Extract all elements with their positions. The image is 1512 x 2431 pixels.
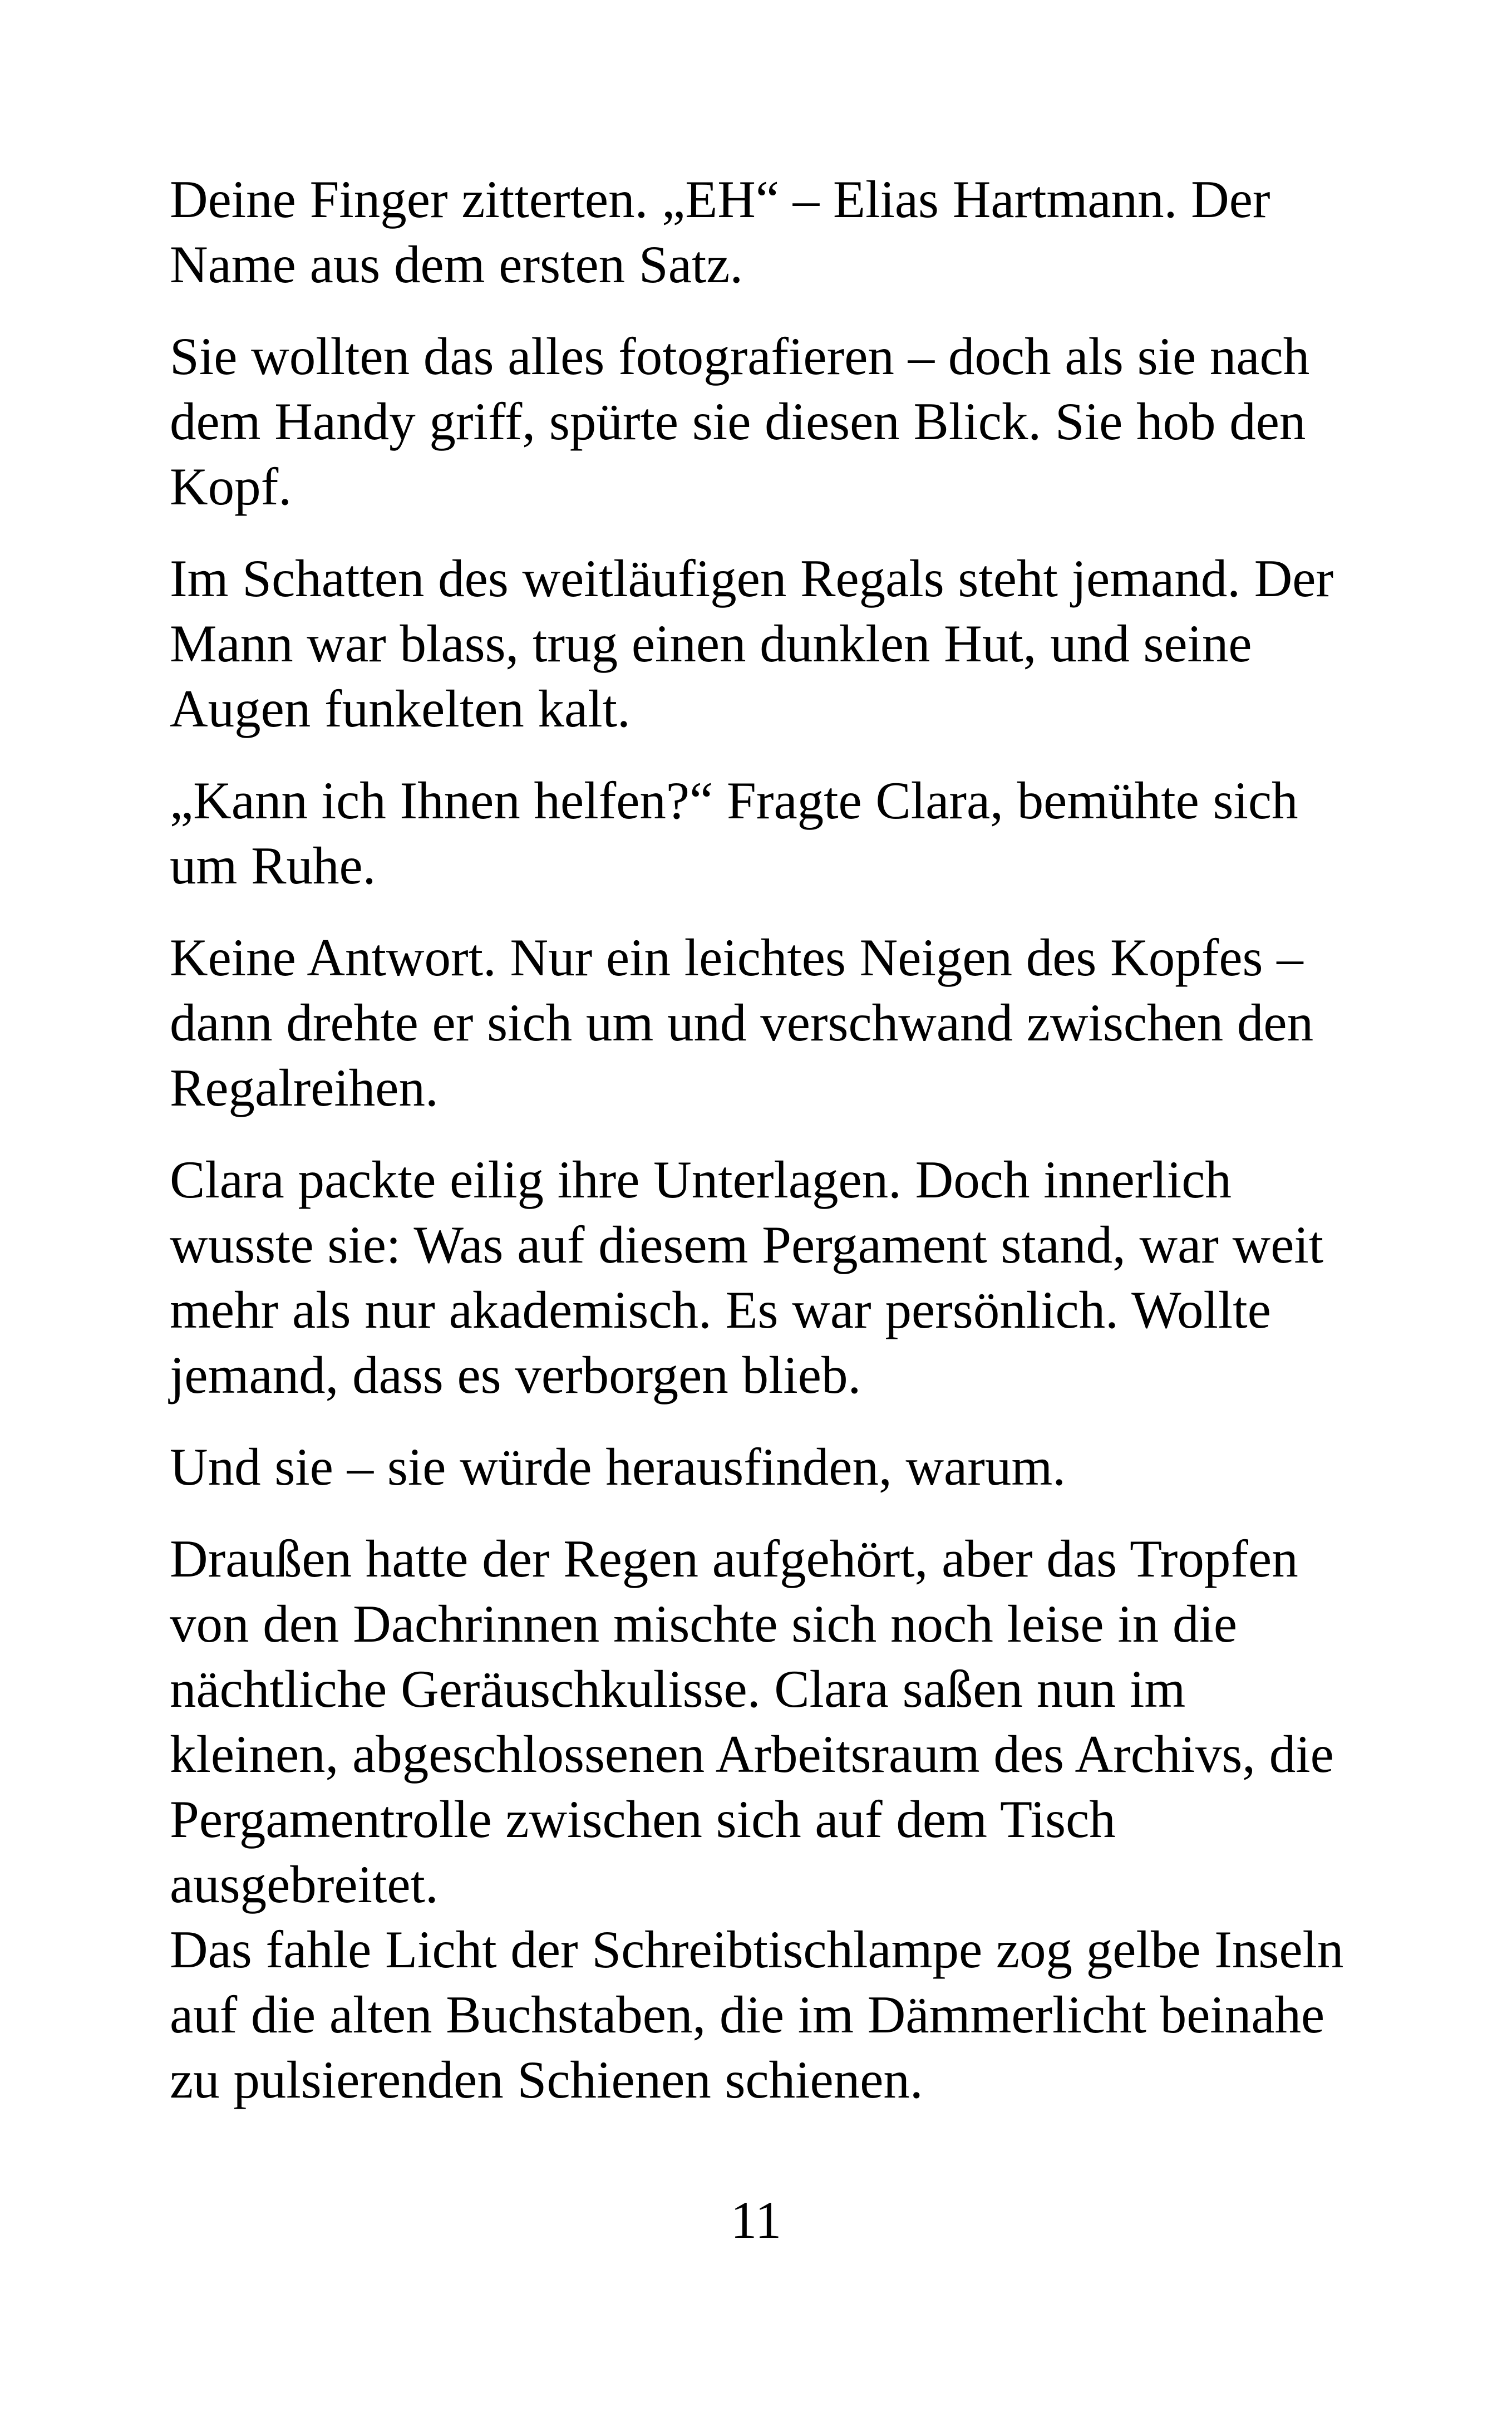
paragraph-6: Clara packte eilig ihre Unterlagen. Doch innerlich wusste sie: Was auf diesem Pergament stand, war weit mehr als nur akademisch. Es war persönlich. Wollte jemand, dass es verborgen blieb. — [170, 1150, 1324, 1404]
paragraph-1: Deine Finger zitterten. „EH“ – Elias Hartmann. Der Name aus dem ersten Satz. — [170, 170, 1270, 294]
paragraph-5: Keine Antwort. Nur ein leichtes Neigen des Kopfes – dann drehte er sich um und verschwand zwischen den Regalreihen. — [170, 928, 1314, 1117]
paragraph-9: Das fahle Licht der Schreibtischlampe zog gelbe Inseln auf die alten Buchstaben, die im Dämmerlicht beinahe zu pulsierenden Schienen schienen. — [170, 1920, 1344, 2109]
paragraph-2: Sie wollten das alles fotografieren – doch als sie nach dem Handy griff, spürte sie diesen Blick. Sie hob den Kopf. — [170, 327, 1310, 516]
body-text — [170, 167, 1366, 2139]
page-number: 11 — [730, 2191, 782, 2250]
paragraph-3: Im Schatten des weitläufigen Regals steht jemand. Der Mann war blass, trug einen dunklen Hut, und seine Augen funkelten kalt. — [170, 549, 1334, 738]
paragraph-7: Und sie – sie würde herausfinden, warum. — [170, 1437, 1066, 1496]
paragraph-4: „Kann ich Ihnen helfen?“ Fragte Clara, bemühte sich um Ruhe. — [170, 771, 1298, 895]
paragraph-8: Draußen hatte der Regen aufgehört, aber das Tropfen von den Dachrinnen mischte sich noch leise in die nächtliche Geräuschkulisse. Clara saßen nun im kleinen, abgeschlossenen Arbeitsraum des Archivs, die Pergamentrolle zwischen sich auf dem Tisch ausgebreitet. — [170, 1529, 1334, 1914]
